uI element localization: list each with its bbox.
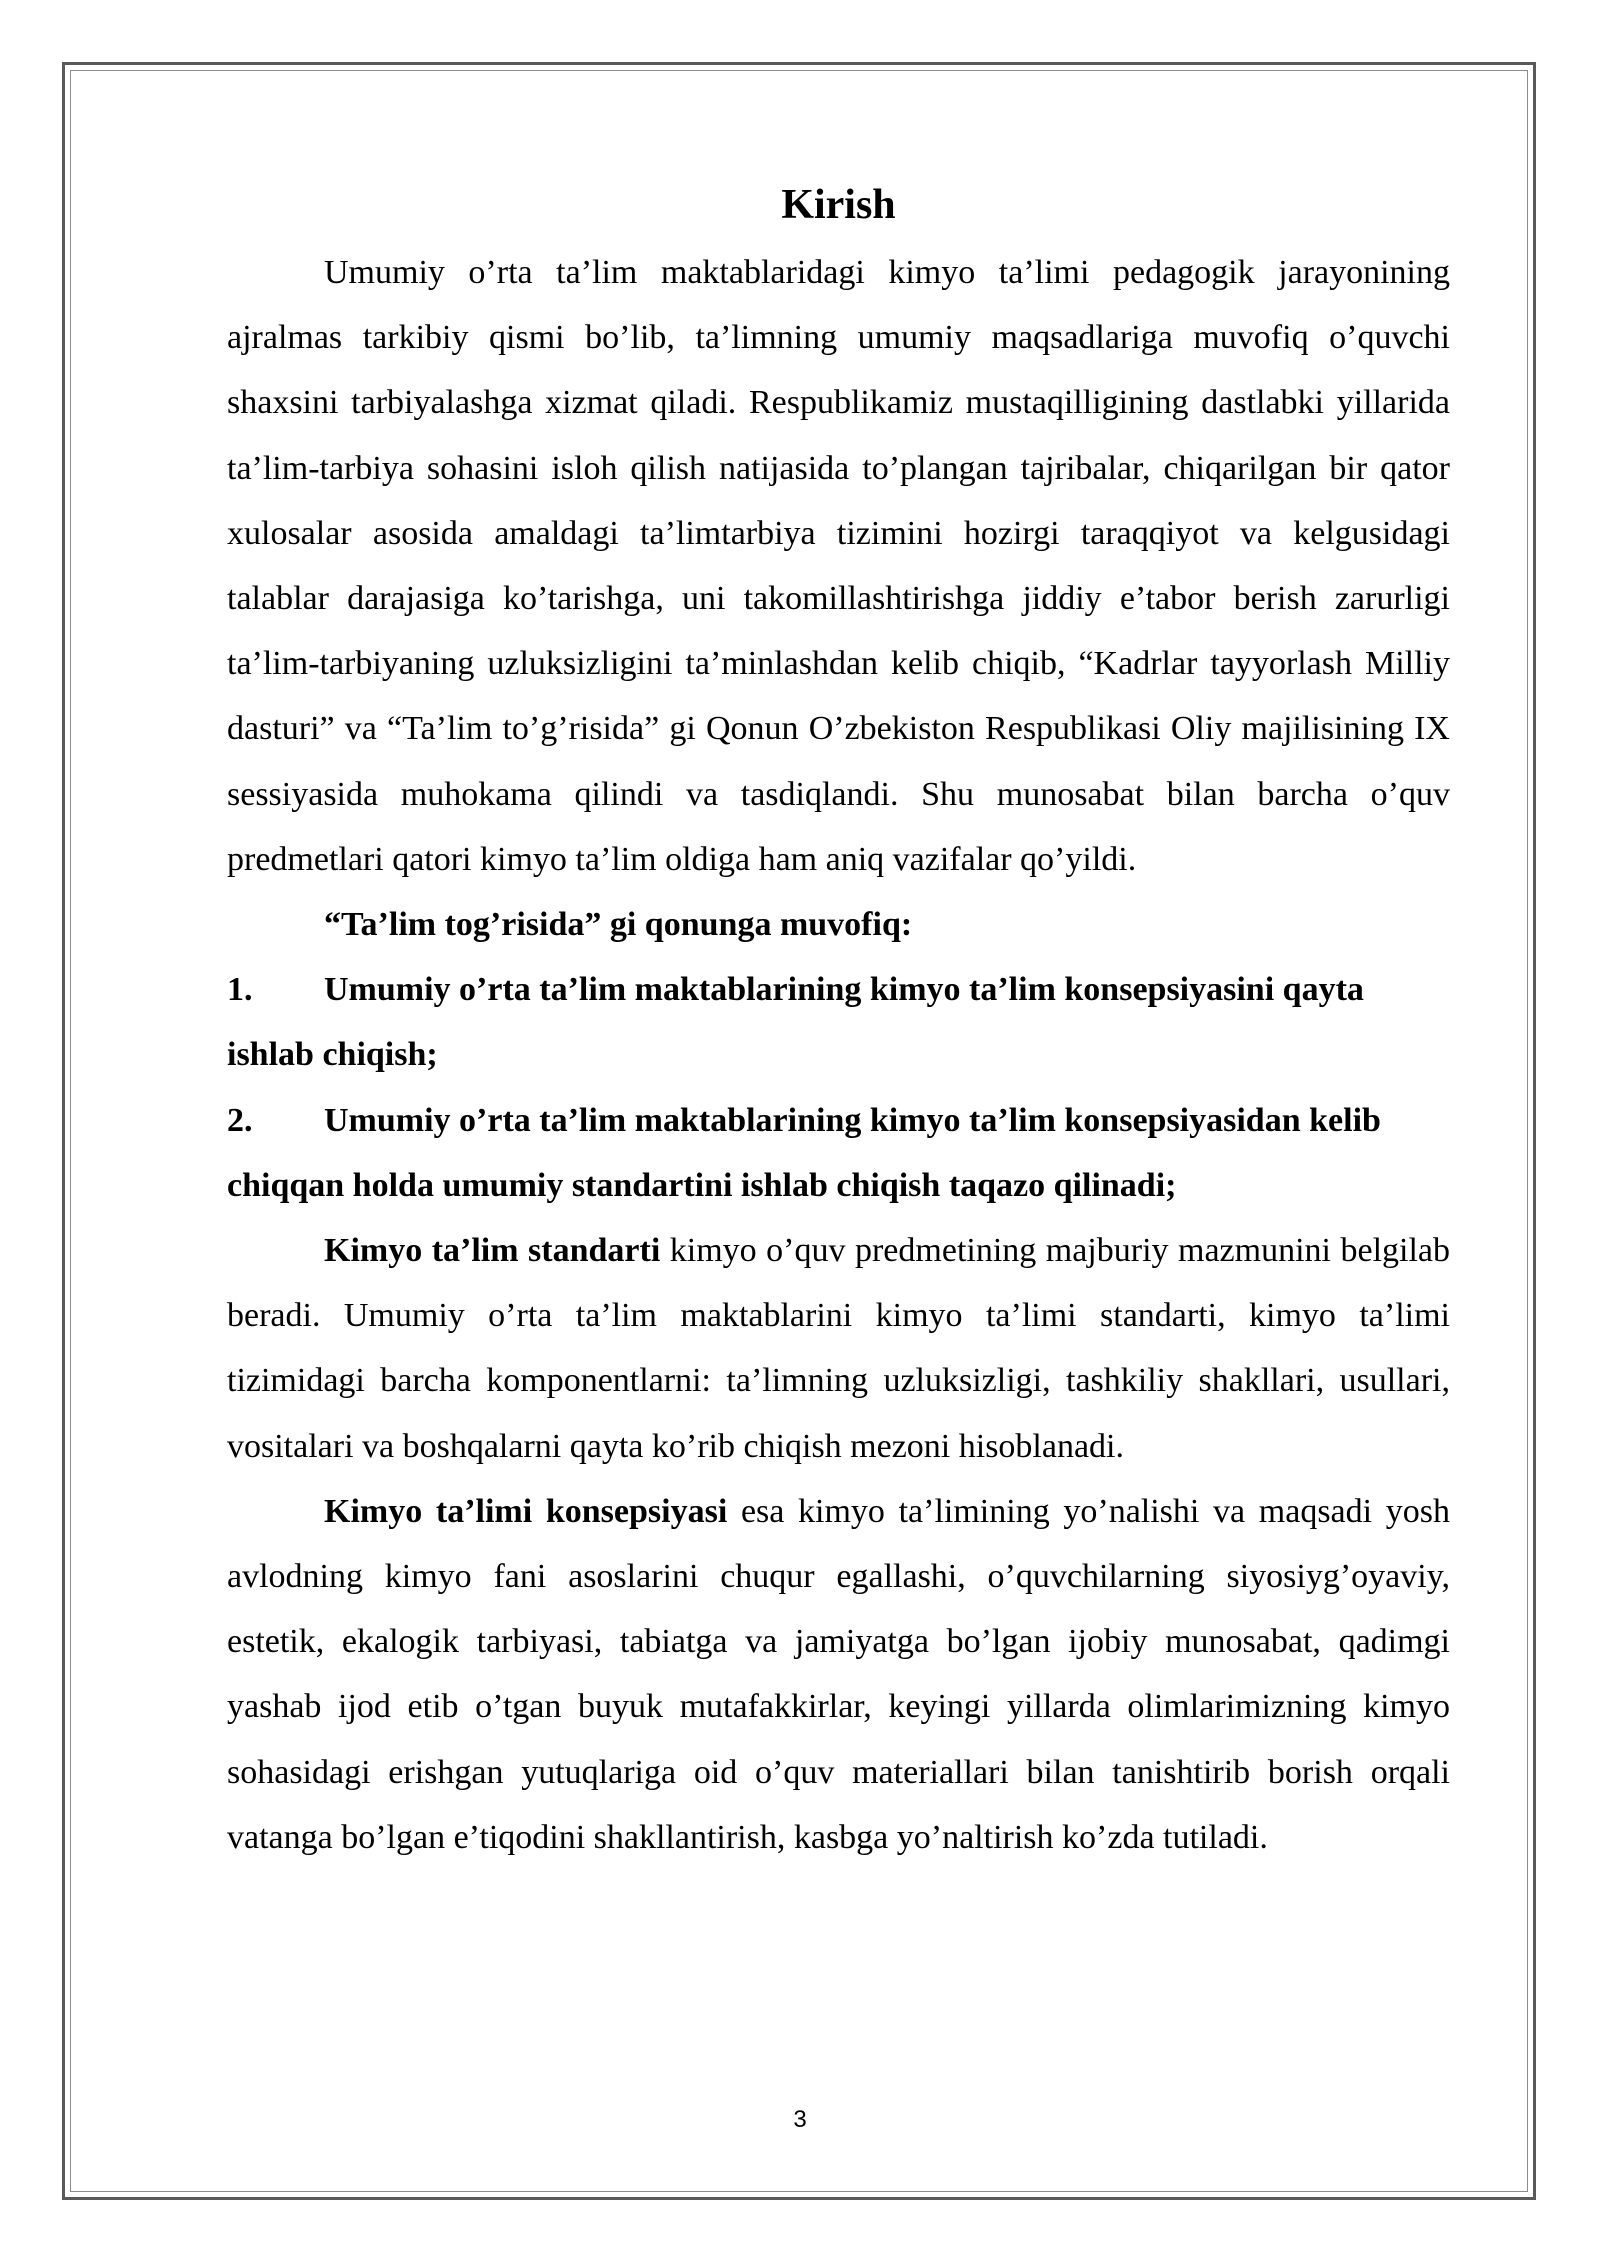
page-number: 3 [793, 2106, 807, 2133]
concept-paragraph [227, 1479, 1450, 1870]
list-item-text: Umumiy o’rta ta’lim maktablarining kimyo ta’lim konsepsiyasidan kelib chiqqan holda umumiy standartini ishlab chiqish taqazo qilinadi; [227, 1101, 1381, 1204]
standard-term: Kimyo ta’lim standarti [324, 1232, 661, 1270]
page-content [227, 170, 1450, 1870]
list-item-text: Umumiy o’rta ta’lim maktablarining kimyo ta’lim konsepsiyasini qayta ishlab chiqish; [227, 971, 1364, 1074]
list-item-number: 2. [227, 1101, 253, 1139]
list-item [227, 1088, 1450, 1218]
standard-text: kimyo o’quv predmetining majburiy mazmunini belgilab beradi. Umumiy o’rta ta’lim maktablarini kimyo ta’limi standarti, kimyo ta’limi tizimidagi barcha komponentlarni: ta’limning uzluksizligi, tashkiliy shakllari, usullari, vositalari va boshqalarni qayta ko’rib chiqish mezoni hisoblanadi. [227, 1232, 1450, 1465]
law-heading: “Ta’lim tog’risida” gi qonunga muvofiq: [324, 906, 913, 944]
standard-paragraph [227, 1218, 1450, 1479]
concept-text: esa kimyo ta’limining yo’nalishi va maqsadi yosh avlodning kimyo fani asoslarini chuqur egallashi, o’quvchilarning siyosiyg’oyaviy, estetik, ekalogik tarbiyasi, tabiatga va jamiyatga bo’lgan ijobiy munosabat, qadimgi yashab ijod etib o’tgan buyuk mutafakkirlar, keyingi yillarda olimlarimizning kimyo sohasidagi erishgan yutuqlariga oid o’quv materiallari bilan tanishtirib borish orqali vatanga bo’lgan e’tiqodini shakllantirish, kasbga yo’naltirish ko’zda tutiladi. [227, 1492, 1450, 1856]
list-item [227, 957, 1450, 1087]
concept-term: Kimyo ta’limi konsepsiyasi [324, 1492, 728, 1530]
requirements-list [227, 957, 1450, 1218]
list-item-number: 1. [227, 971, 253, 1009]
intro-paragraph: Umumiy o’rta ta’lim maktablaridagi kimyo ta’limi pedagogik jarayonining ajralmas tarkibiy qismi bo’lib, ta’limning umumiy maqsadlariga muvofiq o’quvchi shaxsini tarbiyalashga xizmat qiladi. Respublikamiz mustaqilligining dastlabki yillarida ta’lim-tarbiya sohasini isloh qilish natijasida to’plangan tajribalar, chiqarilgan bir qator xulosalar asosida amaldagi ta’limtarbiya tizimini hozirgi taraqqiyot va kelgusidagi talablar darajasiga ko’tarishga, uni takomillashtirishga jiddiy e’tabor berish zarurligi ta’lim-tarbiyaning uzluksizligini ta’minlashdan kelib chiqib, “Kadrlar tayyorlash Milliy dasturi” va “Ta’lim to’g’risida” gi Qonun O’zbekiston Respublikasi Oliy majilisining IX sessiyasida muhokama qilindi va tasdiqlandi. Shu munosabat bilan barcha o’quv predmetlari qatori kimyo ta’lim oldiga ham aniq vazifalar qo’yildi. [227, 254, 1450, 878]
page-title: Kirish [781, 182, 896, 228]
